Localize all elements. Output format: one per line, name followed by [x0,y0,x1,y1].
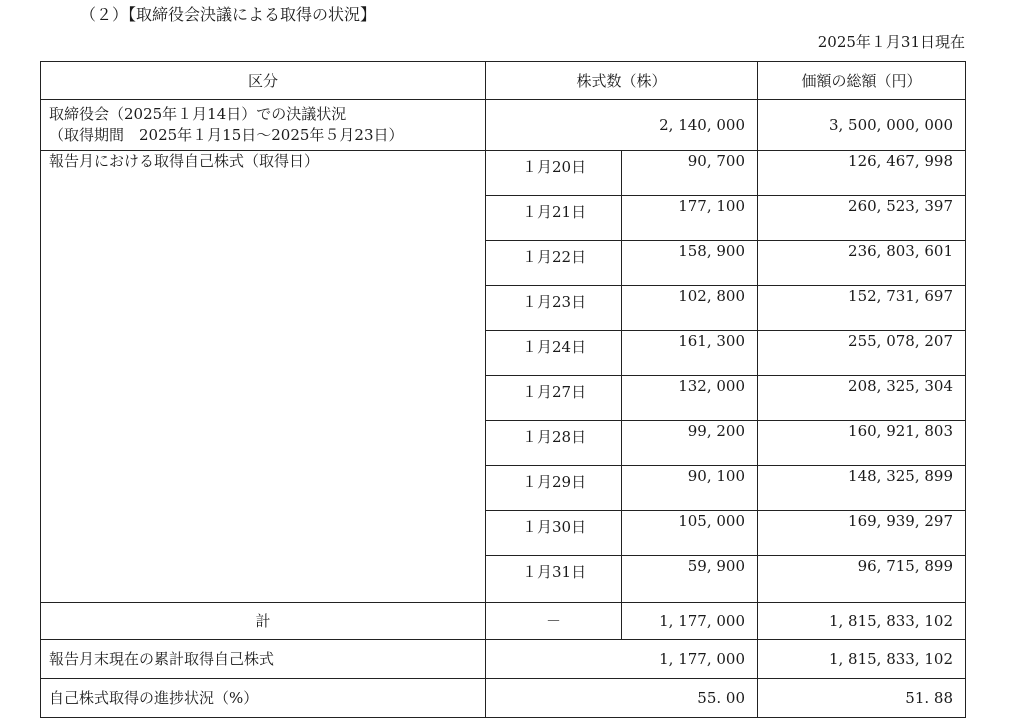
header-amount: 価額の総額（円） [758,62,966,100]
purchase-date: １月30日 [522,518,587,536]
cumulative-shares: 1, 177, 000 [486,640,758,679]
progress-row [41,679,966,718]
total-date: － [486,603,622,640]
cumulative-amount: 1, 815, 833, 102 [758,640,966,679]
authorization-row [41,100,966,151]
purchase-shares: 102, 800 [622,286,758,331]
header-shares: 株式数（株） [486,62,758,100]
purchase-date-cell [486,331,622,376]
purchase-shares: 158, 900 [622,241,758,286]
total-row [41,603,966,640]
header-category: 区分 [41,62,486,100]
cumulative-row [41,640,966,679]
purchase-date: １月24日 [522,338,587,356]
purchase-date-cell [486,151,622,196]
purchase-date-cell [486,511,622,556]
purchase-date-cell [486,286,622,331]
purchase-amount: 160, 921, 803 [758,421,966,466]
purchase-date-cell [486,376,622,421]
purchase-shares: 99, 200 [622,421,758,466]
purchase-date-cell [486,196,622,241]
purchase-date: １月22日 [522,248,587,266]
purchase-shares: 59, 900 [622,556,758,603]
purchase-amount: 260, 523, 397 [758,196,966,241]
purchase-date-cell [486,556,622,603]
purchase-amount: 255, 078, 207 [758,331,966,376]
purchase-amount: 169, 939, 297 [758,511,966,556]
section-title: （２）【取締役会決議による取得の状況】 [80,5,377,24]
purchase-date: １月31日 [522,563,587,581]
purchase-date-cell [486,421,622,466]
acquisition-table [40,61,966,718]
authorization-amount: 3, 500, 000, 000 [758,100,966,151]
purchase-shares: 132, 000 [622,376,758,421]
purchase-amount: 236, 803, 601 [758,241,966,286]
authorization-label [41,100,486,151]
purchase-date: １月29日 [522,473,587,491]
purchase-date-cell [486,241,622,286]
total-shares: 1, 177, 000 [622,603,758,640]
purchase-date: １月21日 [522,203,587,221]
purchase-date: １月23日 [522,293,587,311]
purchase-shares: 105, 000 [622,511,758,556]
purchase-date: １月28日 [522,428,587,446]
total-amount: 1, 815, 833, 102 [758,603,966,640]
authorization-label-line2: （取得期間 2025年１月15日～2025年５月23日） [49,126,404,144]
as-of-date: 2025年１月31日現在 [817,33,965,51]
purchase-date-cell [486,466,622,511]
purchase-amount: 148, 325, 899 [758,466,966,511]
purchase-shares: 90, 700 [622,151,758,196]
total-label: 計 [41,603,486,640]
purchase-shares: 177, 100 [622,196,758,241]
purchase-row [41,151,966,196]
cumulative-label: 報告月末現在の累計取得自己株式 [41,640,486,679]
progress-shares: 55. 00 [486,679,758,718]
progress-label: 自己株式取得の進捗状況（%） [41,679,486,718]
purchase-amount: 126, 467, 998 [758,151,966,196]
progress-amount: 51. 88 [758,679,966,718]
authorization-shares: 2, 140, 000 [486,100,758,151]
authorization-label-line1: 取締役会（2025年１月14日）での決議状況 [49,105,347,123]
purchase-shares: 90, 100 [622,466,758,511]
purchase-label: 報告月における取得自己株式（取得日） [41,151,486,603]
purchase-amount: 96, 715, 899 [758,556,966,603]
purchase-shares: 161, 300 [622,331,758,376]
purchase-amount: 152, 731, 697 [758,286,966,331]
purchase-date: １月27日 [522,383,587,401]
header-row [41,62,966,100]
purchase-date: １月20日 [522,158,587,176]
purchase-amount: 208, 325, 304 [758,376,966,421]
